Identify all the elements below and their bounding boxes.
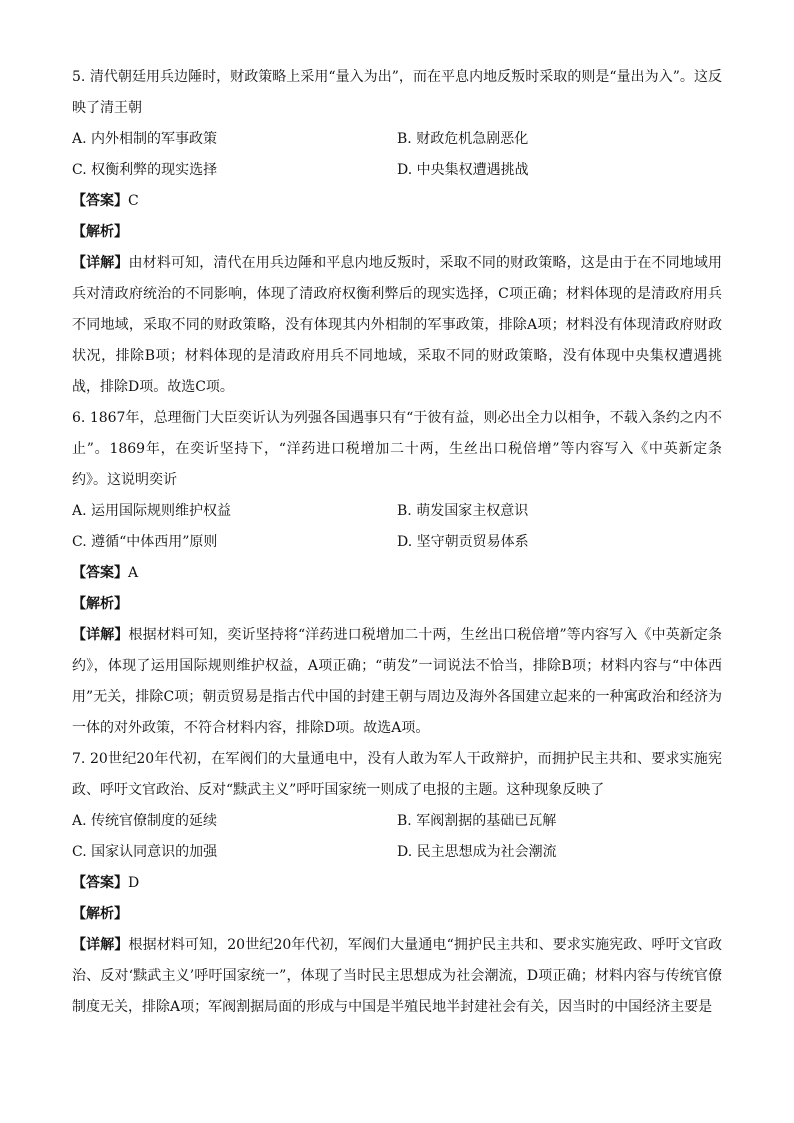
answer-value: C [128, 193, 139, 209]
analysis-tag: 【解析】 [72, 224, 128, 240]
answer-tag: 【答案】 [72, 565, 128, 581]
option-a: A. 内外相制的军事政策 [72, 131, 218, 147]
option-c: C. 国家认同意识的加强 [72, 844, 218, 860]
detail-tag: 【详解】 [72, 255, 129, 271]
option-a: A. 传统官僚制度的延续 [72, 813, 218, 829]
options-grid [72, 124, 722, 186]
question-stem: 7. 20世纪20年代初，在军阀们的大量通电中，没有人敢为军人干政辩护，而拥护民主共和、要求实施宪政、呼吁文官政治、反对“黩武主义”呼吁国家统一则成了电报的主题。这种现象反映了 [72, 751, 722, 798]
question-stem: 6. 1867年，总理衙门大臣奕䜣认为列强各国遇事只有“于彼有益，则必出全力以相争，不载入条约之内不止”。1869年，在奕䜣坚持下，“洋药进口税增加二十两，生丝出口税倍增”等内容写入《中英新定条约》。这说明奕䜣 [72, 410, 722, 488]
detail-paragraph [72, 620, 722, 744]
answer-value: A [128, 565, 139, 581]
option-b: B. 军阀割据的基础已瓦解 [397, 813, 557, 829]
options-grid [72, 496, 722, 558]
detail-paragraph [72, 930, 722, 1023]
detail-text: 根据材料可知，20世纪20年代初，军阀们大量通电“拥护民主共和、要求实施宪政、呼吁文官政治、反对‘黩武主义’呼吁国家统一”，体现了当时民主思想成为社会潮流，D项正确；材料内容与传统官僚制度无关，排除A项；军阀割据局面的形成与中国是半殖民地半封建社会有关，因当时的中国经济主要是 [72, 937, 722, 1015]
analysis-tag: 【解析】 [72, 906, 128, 922]
option-d: D. 中央集权遭遇挑战 [397, 162, 529, 178]
answer-value: D [128, 875, 140, 891]
answer-line [72, 868, 722, 899]
detail-paragraph [72, 248, 722, 403]
analysis-line [72, 589, 722, 620]
option-a: A. 运用国际规则维护权益 [72, 503, 232, 519]
analysis-line [72, 217, 722, 248]
answer-tag: 【答案】 [72, 875, 128, 891]
detail-tag: 【详解】 [72, 937, 129, 953]
option-c: C. 权衡利弊的现实选择 [72, 162, 218, 178]
analysis-tag: 【解析】 [72, 596, 128, 612]
detail-text: 根据材料可知，奕䜣坚持将“洋药进口税增加二十两，生丝出口税倍增”等内容写入《中英新定条约》，体现了运用国际规则维护权益，A项正确；“萌发”一词说法不恰当，排除B项；材料内容与“中体西用”无关，排除C项；朝贡贸易是指古代中国的封建王朝与周边及海外各国建立起来的一种寓政治和经济为一体的对外政策，不符合材料内容，排除D项。故选A项。 [72, 627, 723, 736]
document-page [72, 62, 722, 1023]
detail-tag: 【详解】 [72, 627, 129, 643]
answer-tag: 【答案】 [72, 193, 128, 209]
option-d: D. 民主思想成为社会潮流 [397, 844, 557, 860]
option-b: B. 萌发国家主权意识 [397, 503, 529, 519]
answer-line [72, 558, 722, 589]
answer-line [72, 186, 722, 217]
question-stem: 5. 清代朝廷用兵边陲时，财政策略上采用“量入为出”，而在平息内地反叛时采取的则是“量出为入”。这反映了清王朝 [72, 69, 722, 116]
analysis-line [72, 899, 722, 930]
option-c: C. 遵循“中体西用”原则 [72, 534, 218, 550]
option-b: B. 财政危机急剧恶化 [397, 131, 529, 147]
option-d: D. 坚守朝贡贸易体系 [397, 534, 529, 550]
detail-text: 由材料可知，清代在用兵边陲和平息内地反叛时，采取不同的财政策略，这是由于在不同地域用兵对清政府统治的不同影响，体现了清政府权衡利弊后的现实选择，C项正确；材料体现的是清政府用兵不同地域，采取不同的财政策略，没有体现其内外相制的军事政策，排除A项；材料没有体现清政府财政状况，排除B项；材料体现的是清政府用兵不同地域，采取不同的财政策略，没有体现中央集权遭遇挑战，排除D项。故选C项。 [72, 255, 723, 395]
options-grid [72, 806, 722, 868]
